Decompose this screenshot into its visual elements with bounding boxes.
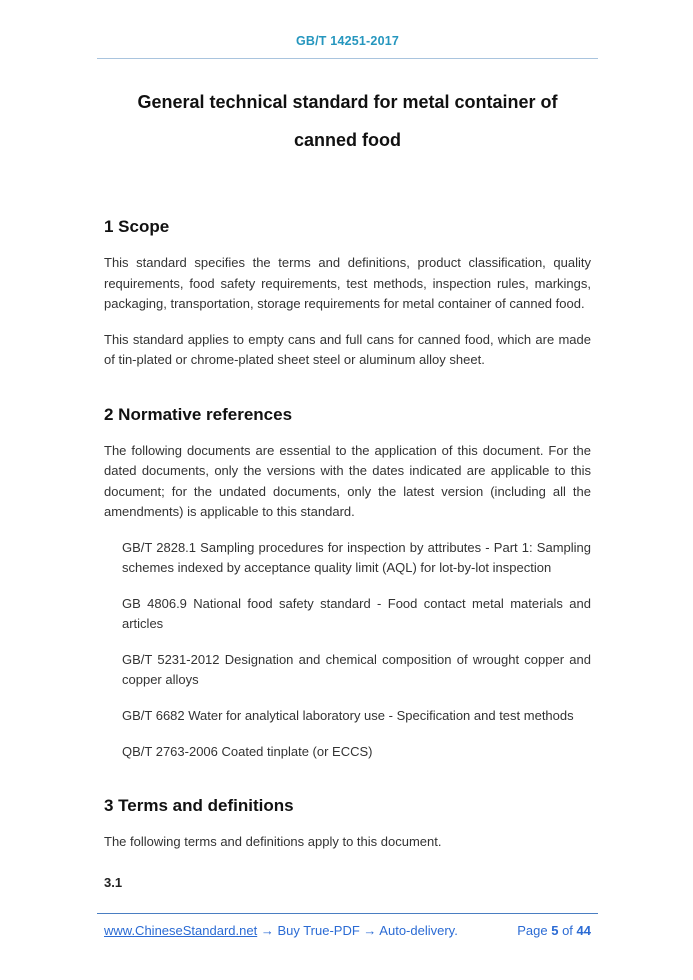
reference-item: QB/T 2763-2006 Coated tinplate (or ECCS) [122, 743, 373, 759]
doc-number: GB/T 14251-2017 [295, 34, 400, 48]
document-header [104, 0, 591, 48]
section-heading-scope: 1 Scope [104, 217, 170, 236]
scope-paragraph-2: This standard applies to empty cans and full cans for canned food, which are made of tin-plated or chrome-plated sheet steel or aluminum alloy sheet. [104, 331, 591, 368]
normative-references-intro: The following documents are essential to the application of this document. For the dated documents, only the versions with the dates indicated are applicable to this document; for the undated documents, only the latest version (including all the amendments) is applicable to this standard. [104, 442, 591, 520]
subsection-number: 3.1 [104, 874, 123, 890]
reference-item: GB/T 5231-2012 Designation and chemical composition of wrought copper and copper alloys [122, 651, 591, 688]
scope-paragraph-1: This standard specifies the terms and definitions, product classification, quality requirements, food safety requirements, test methods, inspection rules, markings, packaging, transportation, storage requirements for metal container of canned food. [104, 255, 591, 312]
document-title-line1: General technical standard for metal container of [137, 92, 558, 112]
section-heading-terms-definitions: 3 Terms and definitions [104, 796, 294, 816]
document-title [104, 83, 591, 159]
footer-divider [97, 913, 598, 914]
section-normative-references [104, 405, 591, 762]
page-word: Page [517, 923, 548, 938]
reference-item: GB/T 6682 Water for analytical laboratory use - Specification and test methods [122, 707, 574, 723]
page-footer [97, 913, 598, 938]
reference-item: GB/T 2828.1 Sampling procedures for inspection by attributes - Part 1: Sampling schemes indexed by acceptance quality limit (AQL) for lot-by-lot inspection [122, 539, 591, 576]
reference-item: GB 4806.9 National food safety standard - Food contact metal materials and articles [122, 595, 591, 632]
document-title-line2: canned food [294, 130, 401, 150]
total-pages-number: 44 [576, 923, 591, 938]
chinesestandard-link[interactable]: www.ChineseStandard.net [104, 923, 258, 938]
section-heading-normative-references: 2 Normative references [104, 404, 293, 424]
of-word: of [562, 923, 573, 938]
footer-tagline-text: → Buy True-PDF → Auto-delivery. [260, 923, 458, 938]
page-indicator [517, 923, 591, 938]
footer-row [97, 923, 598, 938]
header-divider [97, 58, 598, 59]
section-terms-definitions [104, 796, 591, 890]
footer-tagline [104, 923, 458, 938]
section-scope [104, 217, 591, 371]
terms-intro-paragraph: The following terms and definitions apply to this document. [104, 834, 442, 850]
current-page-number: 5 [551, 923, 559, 938]
